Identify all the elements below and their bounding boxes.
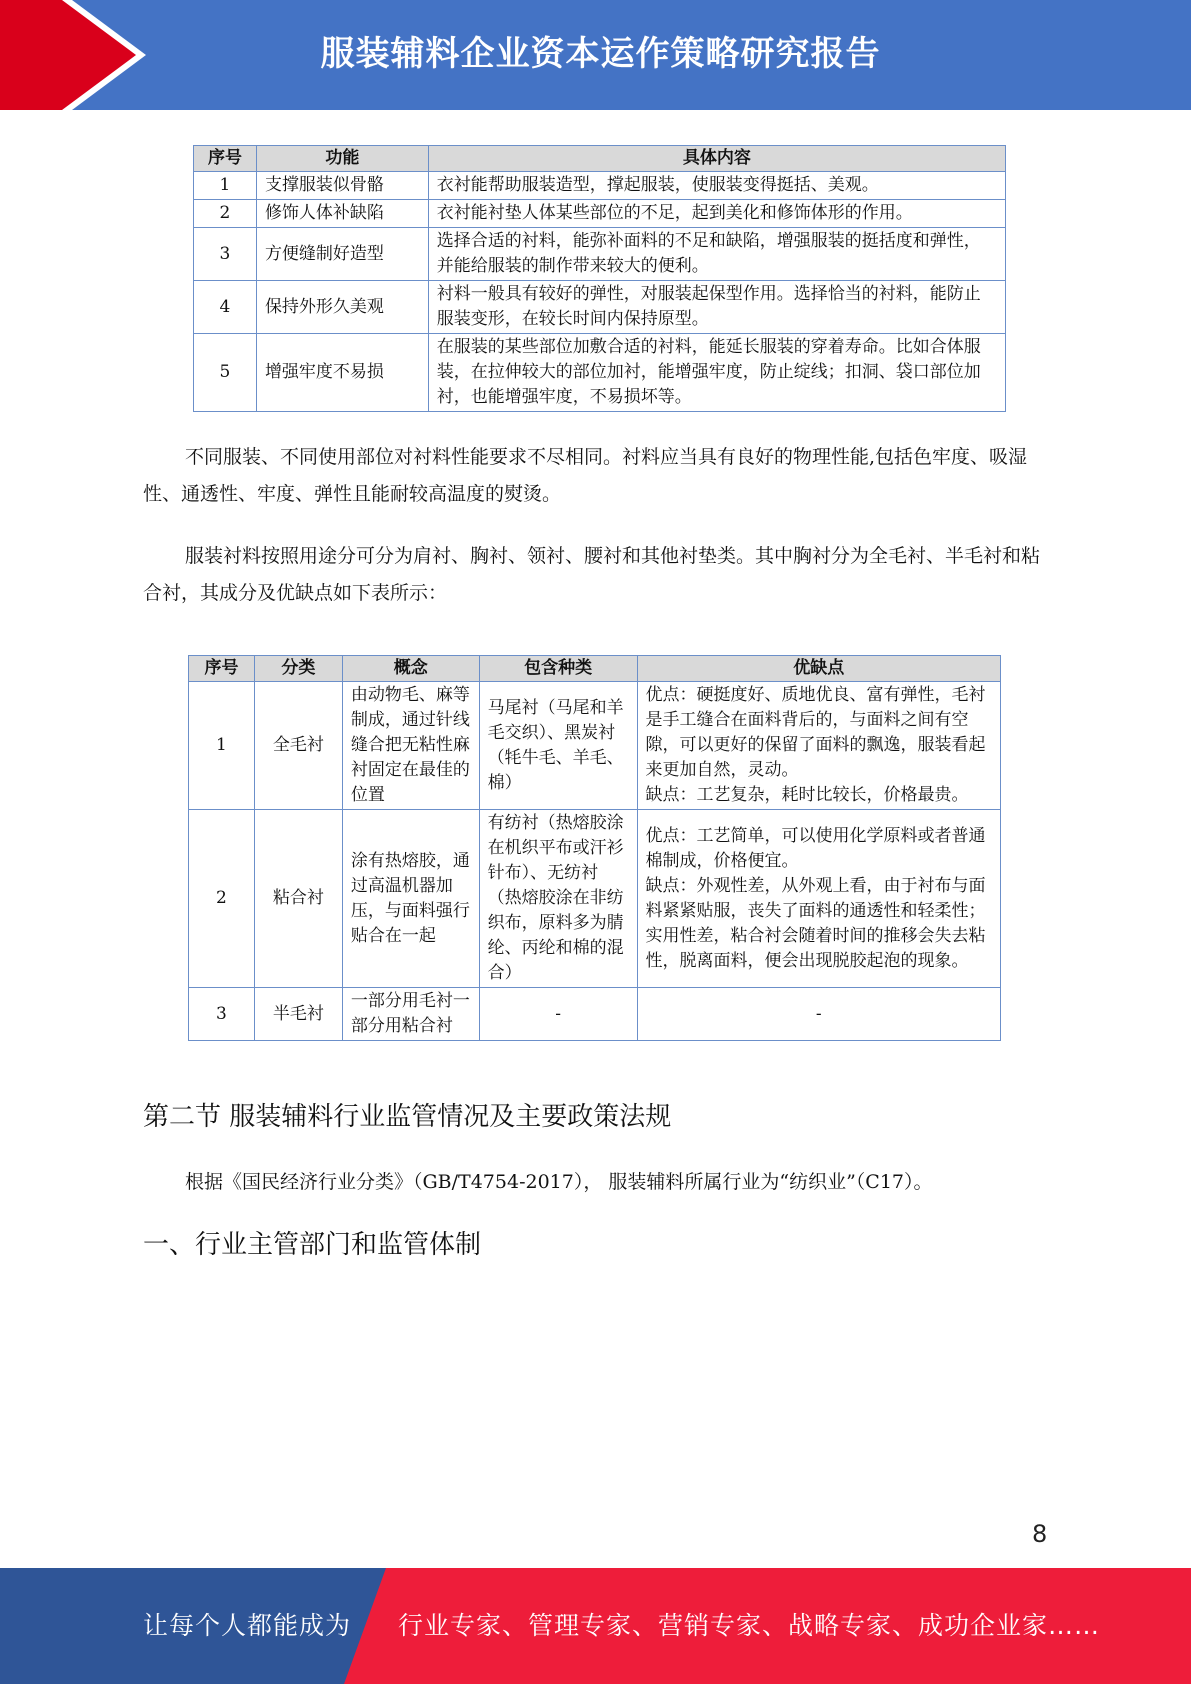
col-header-no: 序号 <box>194 146 257 172</box>
cell-concept: 由动物毛、麻等制成，通过针线缝合把无粘性麻衬固定在最佳的位置 <box>342 682 479 810</box>
col-header-function: 功能 <box>256 146 428 172</box>
table-row <box>194 281 1006 334</box>
cons-text: 缺点：外观性差，从外观上看，由于衬布与面料紧紧贴服，丧失了面料的通透性和轻柔性；实用性差，粘合衬会随着时间的推移会失去粘性，脱离面料，便会出现脱胶起泡的现象。 <box>645 875 986 971</box>
col-header-content: 具体内容 <box>428 146 1005 172</box>
pros-text: 优点：工艺简单，可以使用化学原料或者普通棉制成，价格便宜。 <box>645 825 986 871</box>
col-header-no: 序号 <box>189 656 255 682</box>
col-header-type: 分类 <box>254 656 342 682</box>
table-header-row <box>194 146 1006 172</box>
cell-type: 半毛衬 <box>254 988 342 1041</box>
cell-no: 3 <box>194 228 257 281</box>
cell-no: 5 <box>194 334 257 412</box>
cons-text: 缺点：工艺复杂，耗时比较长，价格最贵。 <box>645 785 969 805</box>
cell-no: 3 <box>189 988 255 1041</box>
cell-pros-cons: - <box>637 988 1001 1041</box>
cell-concept: 涂有热熔胶，通过高温机器加压，与面料强行贴合在一起 <box>342 810 479 988</box>
cell-no: 2 <box>189 810 255 988</box>
col-header-pros-cons: 优缺点 <box>637 656 1001 682</box>
page-number: 8 <box>1032 1520 1048 1548</box>
cell-no: 2 <box>194 200 257 228</box>
chest-lining-table <box>188 655 1001 1041</box>
table-row <box>194 228 1006 281</box>
cell-no: 4 <box>194 281 257 334</box>
table-row <box>189 682 1001 810</box>
footer-slogan-left: 让每个人都能成为 <box>143 1611 352 1640</box>
cell-pros-cons <box>637 810 1001 988</box>
cell-content: 衣衬能帮助服装造型，撑起服装，使服装变得挺括、美观。 <box>428 172 1005 200</box>
table-row <box>194 334 1006 412</box>
cell-type: 全毛衬 <box>254 682 342 810</box>
cell-content: 衣衬能衬垫人体某些部位的不足，起到美化和修饰体形的作用。 <box>428 200 1005 228</box>
cell-type: 粘合衬 <box>254 810 342 988</box>
cell-pros-cons <box>637 682 1001 810</box>
page-header <box>0 0 1191 110</box>
cell-kinds: - <box>479 988 637 1041</box>
cell-function: 方便缝制好造型 <box>256 228 428 281</box>
body-paragraph-1: 不同服装、不同使用部位对衬料性能要求不尽相同。衬料应当具有良好的物理性能,包括色牢度、吸湿性、通透性、牢度、弹性且能耐较高温度的熨烫。 <box>143 446 1028 505</box>
col-header-concept: 概念 <box>342 656 479 682</box>
cell-content: 选择合适的衬料，能弥补面料的不足和缺陷，增强服装的挺括度和弹性，并能给服装的制作带来较大的便利。 <box>428 228 1005 281</box>
report-title: 服装辅料企业资本运作策略研究报告 <box>320 34 881 74</box>
page-footer <box>0 1568 1191 1684</box>
subsection-heading: 一、行业主管部门和监管体制 <box>143 1230 482 1260</box>
cell-no: 1 <box>189 682 255 810</box>
table-row <box>194 200 1006 228</box>
cell-kinds: 马尾衬（马尾和羊毛交织）、黑炭衬（牦牛毛、羊毛、棉） <box>479 682 637 810</box>
table-header-row <box>189 656 1001 682</box>
body-paragraph-2: 服装衬料按照用途分可分为肩衬、胸衬、领衬、腰衬和其他衬垫类。其中胸衬分为全毛衬、半毛衬和粘合衬，其成分及优缺点如下表所示： <box>143 545 1041 604</box>
cell-function: 保持外形久美观 <box>256 281 428 334</box>
lining-function-table <box>193 145 1006 412</box>
body-paragraph-3: 根据《国民经济行业分类》（GB/T4754-2017）， 服装辅料所属行业为“纺织业”（C17）。 <box>185 1171 933 1193</box>
col-header-kinds: 包含种类 <box>479 656 637 682</box>
table-row <box>194 172 1006 200</box>
cell-function: 支撑服装似骨骼 <box>256 172 428 200</box>
table-row <box>189 988 1001 1041</box>
footer-slogan-right: 行业专家、管理专家、营销专家、战略专家、成功企业家…… <box>398 1611 1101 1640</box>
table-row <box>189 810 1001 988</box>
cell-function: 修饰人体补缺陷 <box>256 200 428 228</box>
cell-content: 在服装的某些部位加敷合适的衬料，能延长服装的穿着寿命。比如合体服装，在拉伸较大的部位加衬，能增强牢度，防止绽线；扣洞、袋口部位加衬，也能增强牢度，不易损坏等。 <box>428 334 1005 412</box>
cell-no: 1 <box>194 172 257 200</box>
cell-function: 增强牢度不易损 <box>256 334 428 412</box>
cell-concept: 一部分用毛衬一部分用粘合衬 <box>342 988 479 1041</box>
pros-text: 优点：硬挺度好、质地优良、富有弹性，毛衬是手工缝合在面料背后的，与面料之间有空隙，可以更好的保留了面料的飘逸，服装看起来更加自然，灵动。 <box>645 685 986 780</box>
section-heading: 第二节 服装辅料行业监管情况及主要政策法规 <box>143 1102 672 1132</box>
cell-content: 衬料一般具有较好的弹性，对服装起保型作用。选择恰当的衬料，能防止服装变形，在较长时间内保持原型。 <box>428 281 1005 334</box>
cell-kinds: 有纺衬（热熔胶涂在机织平布或汗衫针布）、无纺衬（热熔胶涂在非纺织布，原料多为腈纶、丙纶和棉的混合） <box>479 810 637 988</box>
